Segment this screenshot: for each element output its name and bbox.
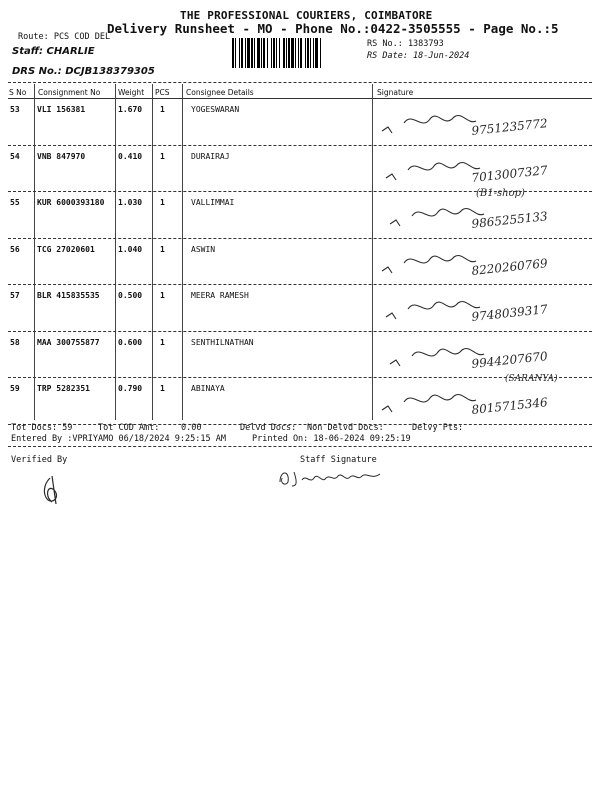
row-serial: 56 bbox=[10, 244, 20, 254]
barcode-bar bbox=[276, 38, 277, 68]
row-consignee: VALLIMMAI bbox=[191, 198, 235, 207]
runsheet-title: Delivery Runsheet - MO - Phone No.:0422-3505555 - Page No.:5 bbox=[107, 21, 559, 36]
row-pieces: 1 bbox=[160, 291, 165, 300]
rs-date: RS Date: 18-Jun-2024 bbox=[367, 51, 470, 61]
row-serial: 54 bbox=[10, 151, 20, 161]
barcode-bar bbox=[232, 38, 234, 68]
signature-scribble bbox=[386, 162, 480, 180]
total-cod-label: Tot COD Amt: bbox=[98, 423, 160, 433]
row-pieces: 1 bbox=[160, 337, 165, 347]
row-weight: 1.040 bbox=[118, 244, 143, 254]
barcode-bar bbox=[295, 38, 296, 68]
handwritten-phone: 9748039317 bbox=[470, 302, 549, 324]
barcode-bar bbox=[315, 38, 318, 68]
row-consignment-no: MAA 300755877 bbox=[37, 337, 100, 347]
barcode-bar bbox=[261, 38, 262, 68]
barcode-bar bbox=[307, 38, 309, 68]
signature-handwriting bbox=[372, 101, 592, 147]
row-consignment-no: BLR 415835535 bbox=[37, 291, 100, 300]
row-serial: 59 bbox=[10, 384, 20, 393]
route-label: Route: PCS COD DEL bbox=[18, 32, 111, 42]
signature-scribble bbox=[382, 255, 476, 273]
col-divider bbox=[34, 84, 35, 420]
barcode-bar bbox=[235, 38, 236, 68]
signature-handwriting bbox=[372, 194, 592, 240]
row-serial: 57 bbox=[10, 291, 20, 300]
row-pieces: 1 bbox=[160, 151, 165, 161]
entered-by: Entered By :VPRIYAMO 06/18/2024 9:25:15 AM bbox=[11, 434, 226, 444]
handwritten-tag: (SARANYA) bbox=[505, 374, 558, 384]
signature-handwriting bbox=[372, 241, 592, 287]
signature-scribble bbox=[382, 394, 476, 412]
row-separator bbox=[8, 238, 592, 239]
staff-signature bbox=[276, 464, 388, 490]
verified-by-label: Verified By bbox=[11, 455, 68, 465]
col-divider bbox=[115, 84, 116, 420]
row-consignment-no: KUR 6000393180 bbox=[37, 198, 105, 207]
row-consignee: ABINAYA bbox=[191, 384, 225, 393]
col-header-weight: Weight bbox=[118, 88, 145, 97]
row-separator bbox=[8, 331, 592, 332]
row-consignee: DURAIRAJ bbox=[191, 151, 230, 161]
verifier-signature bbox=[38, 474, 68, 506]
barcode-bar bbox=[271, 38, 272, 68]
row-consignee: MEERA RAMESH bbox=[191, 291, 249, 300]
barcode-bar bbox=[310, 38, 311, 68]
row-consignment-no: TCG 27020601 bbox=[37, 244, 95, 254]
row-pieces: 1 bbox=[160, 198, 165, 207]
row-serial: 53 bbox=[10, 105, 20, 114]
row-weight: 0.600 bbox=[118, 337, 143, 347]
non-delivered-docs: Non Delvd Docs: bbox=[307, 423, 384, 433]
barcode-bar bbox=[279, 38, 280, 68]
barcode-bar bbox=[291, 38, 294, 68]
signature-scribble bbox=[386, 301, 480, 319]
row-consignment-no: VNB 847970 bbox=[37, 151, 86, 161]
row-separator bbox=[8, 145, 592, 146]
barcode bbox=[232, 38, 360, 68]
row-consignee: YOGESWARAN bbox=[191, 105, 240, 114]
row-pieces: 1 bbox=[160, 105, 165, 114]
row-serial: 58 bbox=[10, 337, 20, 347]
delivered-docs: Delvd Docs: bbox=[240, 423, 297, 433]
barcode-bar bbox=[247, 38, 250, 68]
barcode-bar bbox=[254, 38, 255, 68]
barcode-bar bbox=[273, 38, 275, 68]
row-weight: 1.670 bbox=[118, 105, 143, 114]
signature-handwriting bbox=[372, 380, 592, 426]
col-header-signature: Signature bbox=[377, 88, 414, 97]
printed-on: Printed On: 18-06-2024 09:25:19 bbox=[252, 434, 411, 444]
handwritten-tag: (B1-shop) bbox=[476, 188, 525, 199]
table-header-rule bbox=[8, 98, 592, 99]
barcode-bar bbox=[313, 38, 314, 68]
barcode-bar bbox=[263, 38, 265, 68]
rs-number: RS No.: 1383793 bbox=[367, 39, 444, 49]
row-consignment-no: TRP 5282351 bbox=[37, 384, 90, 393]
barcode-bar bbox=[305, 38, 306, 68]
handwritten-phone: 8015715346 bbox=[470, 395, 549, 417]
barcode-bar bbox=[300, 38, 302, 68]
row-serial: 55 bbox=[10, 198, 20, 207]
delivery-points: Delvy Pts: bbox=[412, 423, 464, 433]
handwritten-phone: 7013007327 bbox=[470, 162, 549, 185]
total-cod-value: 0.00 bbox=[181, 423, 202, 433]
col-header-sno: S No bbox=[9, 88, 27, 97]
row-consignee: SENTHILNATHAN bbox=[191, 337, 254, 347]
handwritten-phone: 9751235772 bbox=[470, 116, 549, 138]
barcode-bar bbox=[283, 38, 285, 68]
barcode-bar bbox=[257, 38, 260, 68]
col-header-pcs: PCS bbox=[155, 88, 170, 97]
drs-number: DRS No.: DCJB138379305 bbox=[12, 66, 155, 77]
col-divider bbox=[182, 84, 183, 420]
barcode-bar bbox=[245, 38, 246, 68]
staff-label: Staff: CHARLIE bbox=[12, 46, 95, 57]
barcode-bar bbox=[241, 38, 243, 68]
col-header-consignment: Consignment No bbox=[38, 88, 101, 97]
barcode-bar bbox=[286, 38, 287, 68]
row-pieces: 1 bbox=[160, 244, 165, 254]
signature-handwriting bbox=[372, 287, 592, 333]
row-consignee: ASWIN bbox=[191, 244, 216, 254]
row-weight: 0.410 bbox=[118, 151, 143, 161]
table-top-rule bbox=[8, 82, 592, 83]
handwritten-phone: 8220260769 bbox=[470, 255, 549, 278]
handwritten-phone: 9865255133 bbox=[470, 209, 549, 231]
row-weight: 0.790 bbox=[118, 384, 143, 393]
row-weight: 1.030 bbox=[118, 198, 143, 207]
barcode-bar bbox=[251, 38, 253, 68]
signature-handwriting bbox=[372, 148, 592, 194]
row-separator bbox=[8, 284, 592, 285]
barcode-bar bbox=[239, 38, 240, 68]
row-consignment-no: VLI 156381 bbox=[37, 105, 86, 114]
signature-scribble bbox=[382, 115, 476, 133]
handwritten-phone: 9944207670 bbox=[470, 348, 549, 371]
col-divider bbox=[152, 84, 153, 420]
signature-handwriting bbox=[372, 334, 592, 380]
row-pieces: 1 bbox=[160, 384, 165, 393]
row-separator bbox=[8, 424, 592, 425]
barcode-bar bbox=[288, 38, 290, 68]
total-docs: Tot Docs: 59 bbox=[11, 423, 73, 433]
staff-signature-label: Staff Signature bbox=[300, 455, 377, 465]
col-header-consignee: Consignee Details bbox=[186, 88, 254, 97]
barcode-bar bbox=[267, 38, 268, 68]
row-weight: 0.500 bbox=[118, 291, 143, 300]
barcode-bar bbox=[298, 38, 299, 68]
footer-rule bbox=[8, 446, 592, 447]
barcode-bar bbox=[320, 38, 321, 68]
company-name: THE PROFESSIONAL COURIERS, COIMBATORE bbox=[180, 9, 433, 22]
